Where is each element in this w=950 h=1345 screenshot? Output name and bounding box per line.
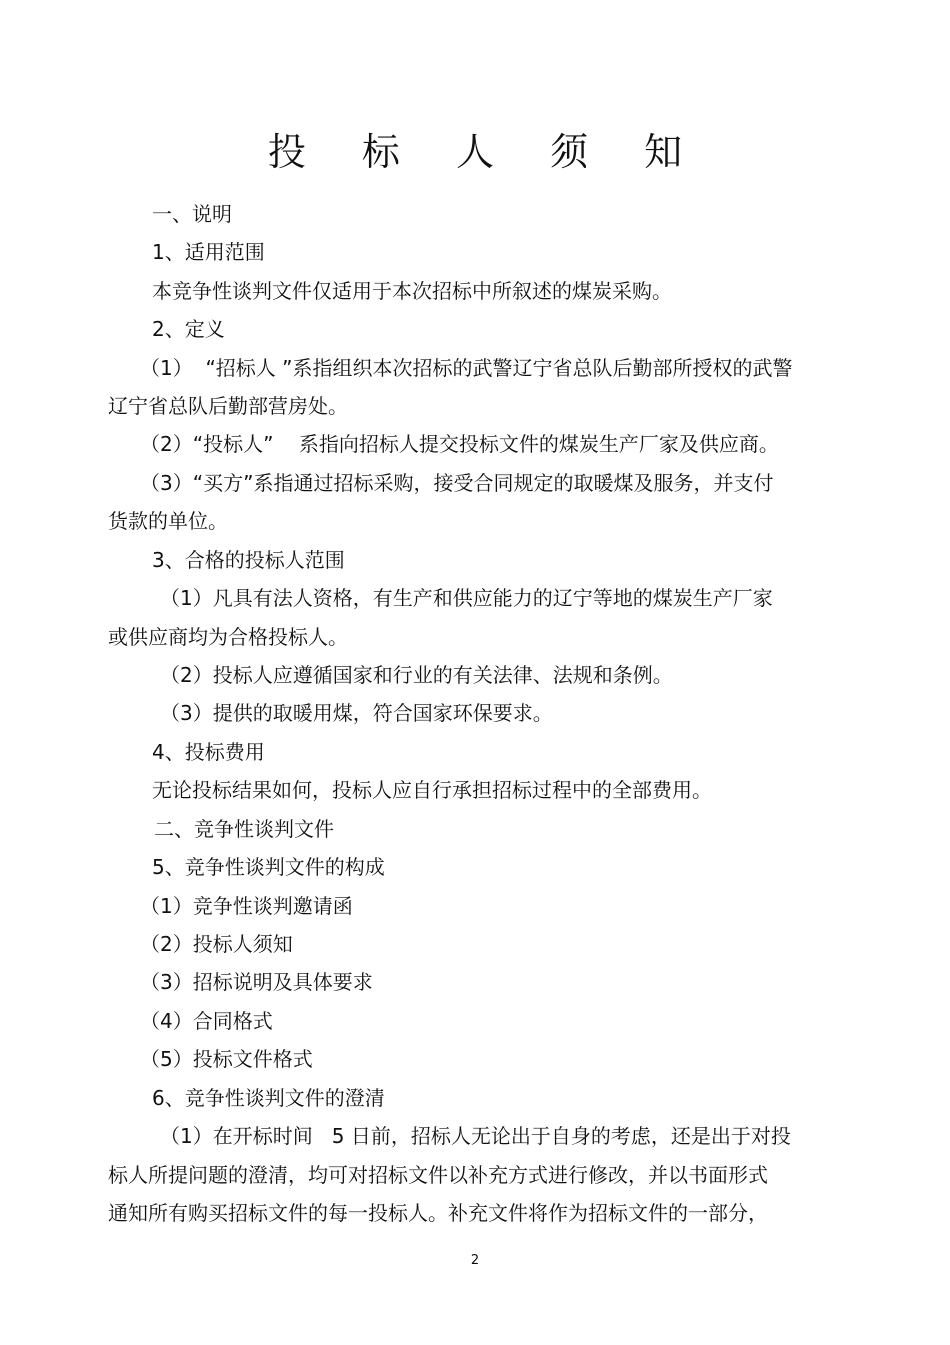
section-heading-1: 一、说明 — [152, 202, 232, 226]
paragraph-line: （3）“买方”系指通过招标采购，接受合同规定的取暖煤及服务，并支付 — [140, 471, 774, 495]
clause-heading-2: 2、定义 — [152, 317, 225, 341]
paragraph-line: 通知所有购买招标文件的每一投标人。补充文件将作为招标文件的一部分， — [108, 1201, 768, 1225]
clause-heading-5: 5、竞争性谈判文件的构成 — [152, 855, 385, 879]
paragraph-line: 本竞争性谈判文件仅适用于本次招标中所叙述的煤炭采购。 — [152, 279, 672, 303]
list-item: （5）投标文件格式 — [140, 1047, 313, 1071]
list-item: （3）招标说明及具体要求 — [140, 970, 373, 994]
list-item: （4）合同格式 — [140, 1009, 273, 1033]
paragraph-line: （1） “招标人 ”系指组织本次招标的武警辽宁省总队后勤部所授权的武警 — [140, 356, 793, 380]
paragraph-line: 无论投标结果如何，投标人应自行承担招标过程中的全部费用。 — [152, 778, 712, 802]
clause-heading-3: 3、合格的投标人范围 — [152, 548, 345, 572]
paragraph-line: 或供应商均为合格投标人。 — [108, 625, 348, 649]
paragraph-line: 货款的单位。 — [108, 509, 228, 533]
list-item: （2）投标人须知 — [140, 932, 293, 956]
paragraph-line: （1）凡具有法人资格，有生产和供应能力的辽宁等地的煤炭生产厂家 — [160, 586, 773, 610]
document-title: 投 标 人 须 知 — [267, 130, 705, 174]
paragraph-line: （3）提供的取暖用煤，符合国家环保要求。 — [160, 701, 553, 725]
paragraph-line: （1）在开标时间 5 日前，招标人无论出于自身的考虑，还是出于对投 — [160, 1124, 791, 1148]
list-item: （1）竞争性谈判邀请函 — [140, 894, 353, 918]
paragraph-line: 辽宁省总队后勤部营房处。 — [108, 394, 348, 418]
section-heading-2: 二、竞争性谈判文件 — [154, 817, 334, 841]
page-number: 2 — [470, 1253, 480, 1268]
paragraph-line: （2）投标人应遵循国家和行业的有关法律、法规和条例。 — [160, 663, 673, 687]
clause-heading-1: 1、适用范围 — [152, 240, 265, 264]
paragraph-line: 标人所提问题的澄清，均可对招标文件以补充方式进行修改，并以书面形式 — [108, 1163, 768, 1187]
paragraph-line: （2）“投标人” 系指向招标人提交投标文件的煤炭生产厂家及供应商。 — [140, 432, 779, 456]
clause-heading-6: 6、竞争性谈判文件的澄清 — [152, 1086, 385, 1110]
clause-heading-4: 4、投标费用 — [152, 740, 265, 764]
